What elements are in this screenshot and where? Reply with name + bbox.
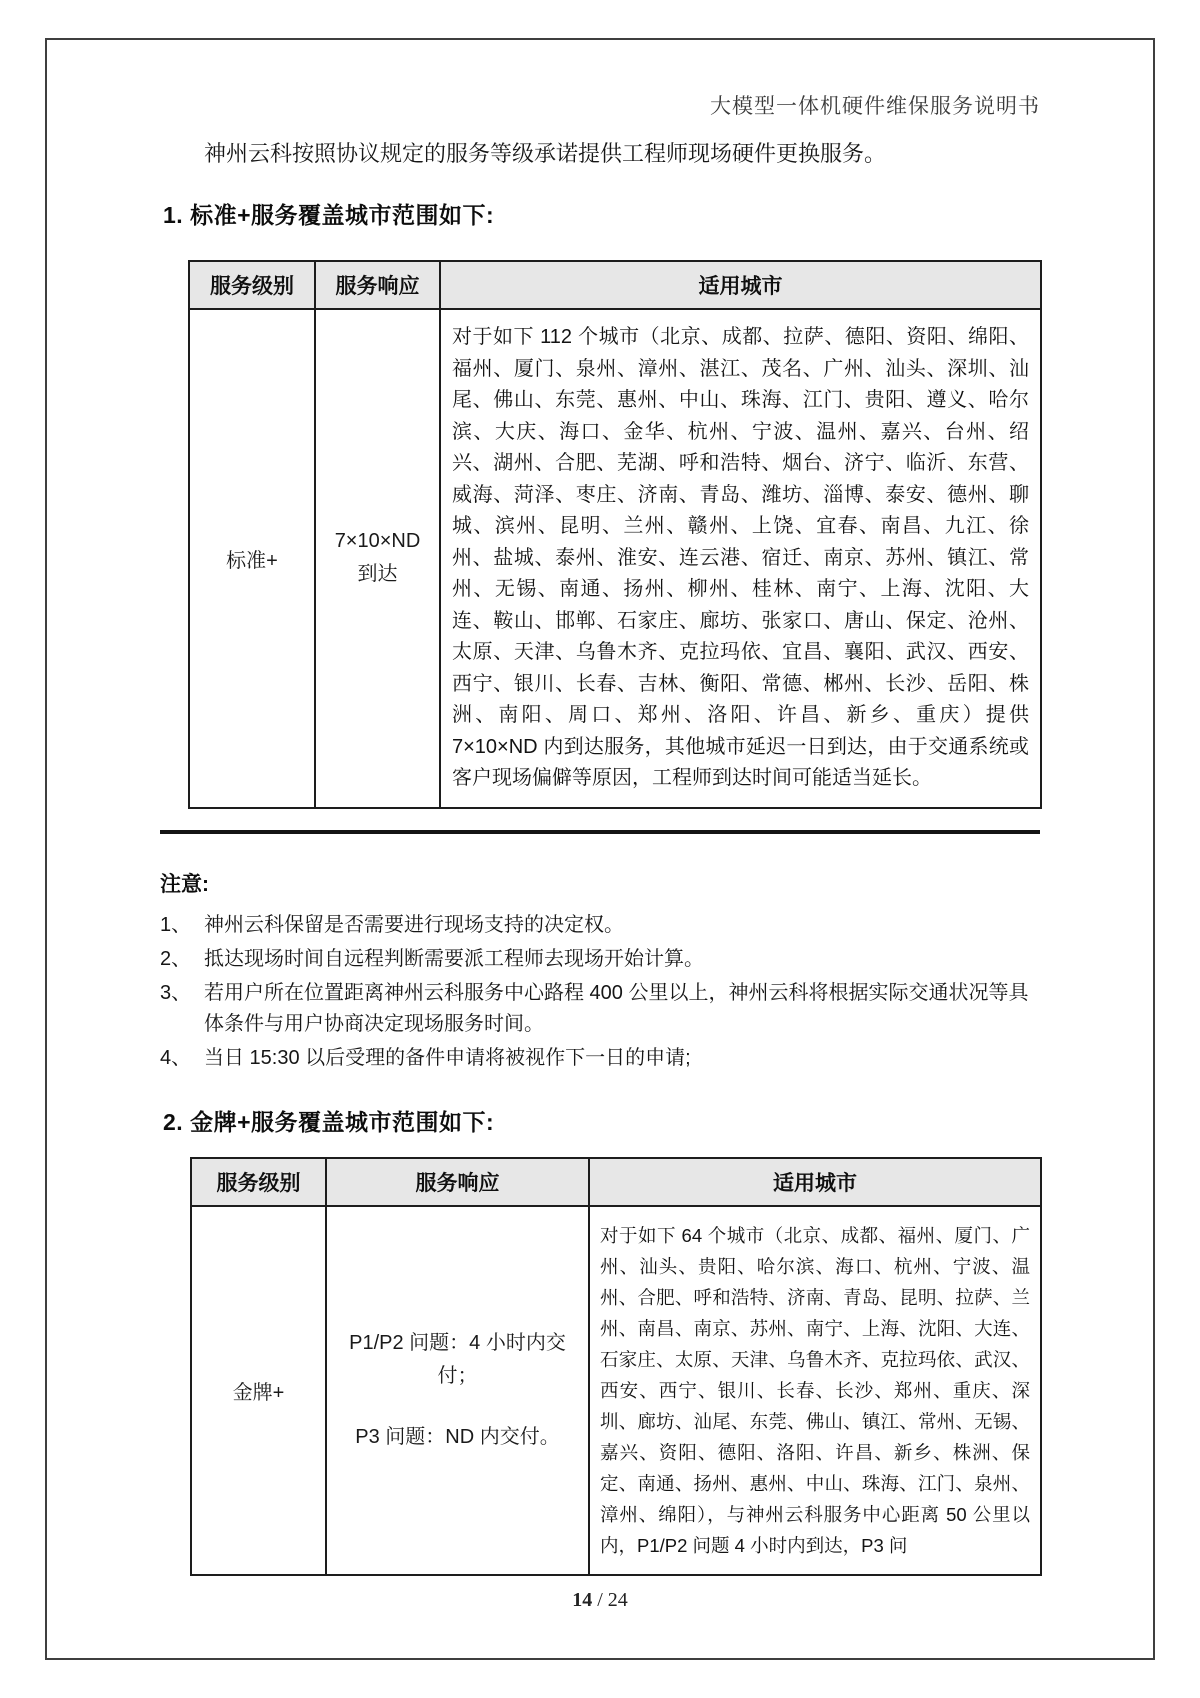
cell-service-level: 金牌+ [191, 1206, 326, 1575]
notes-label: 注意: [160, 873, 209, 896]
col-header-service-response: 服务响应 [315, 261, 440, 309]
page-number-current: 14 [572, 1589, 593, 1611]
response-line-1: 7×10×ND [334, 530, 421, 553]
page-number-total: 24 [607, 1589, 628, 1611]
note-text: 当日 15:30 以后受理的备件申请将被视作下一日的申请; [204, 1047, 691, 1069]
table-row [191, 1206, 1041, 1575]
note-text: 抵达现场时间自远程判断需要派工程师去现场开始计算。 [204, 948, 704, 970]
page-footer [0, 1589, 1200, 1612]
intro-paragraph: 神州云科按照协议规定的服务等级承诺提供工程师现场硬件更换服务。 [204, 141, 887, 166]
notes-list [160, 910, 1044, 1077]
response-paragraph-1: P1/P2 问题：4 小时内交付； [349, 1332, 566, 1387]
note-item [160, 944, 1044, 975]
gold-service-table [190, 1157, 1042, 1576]
note-number: 3、 [160, 982, 192, 1004]
cell-service-response [315, 309, 440, 808]
note-number: 2、 [160, 948, 192, 970]
cell-service-level: 标准+ [189, 309, 315, 808]
note-item [160, 910, 1044, 941]
section-1-heading: 1. 标准+服务覆盖城市范围如下: [163, 202, 495, 228]
response-paragraph-2: P3 问题：ND 内交付。 [355, 1426, 560, 1448]
page-number-separator: / [592, 1589, 608, 1611]
note-text: 若用户所在位置距离神州云科服务中心路程 400 公里以上，神州云科将根据实际交通状况等具体条件与用户协商决定现场服务时间。 [204, 982, 1029, 1035]
col-header-service-response: 服务响应 [326, 1158, 589, 1206]
table-header-row [189, 261, 1041, 309]
cell-cities: 对于如下 112 个城市（北京、成都、拉萨、德阳、资阳、绵阳、福州、厦门、泉州、漳州、湛江、茂名、广州、汕头、深圳、汕尾、佛山、东莞、惠州、中山、珠海、江门、贵阳、遵义、哈尔滨、大庆、海口、金华、杭州、宁波、温州、嘉兴、台州、绍兴、湖州、合肥、芜湖、呼和浩特、烟台、济宁、临沂、东营、威海、菏泽、枣庄、济南、青岛、潍坊、淄博、泰安、德州、聊城、滨州、昆明、兰州、赣州、上饶、宜春、南昌、九江、徐州、盐城、泰州、淮安、连云港、宿迁、南京、苏州、镇江、常州、无锡、南通、扬州、柳州、桂林、南宁、上海、沈阳、大连、鞍山、邯郸、石家庄、廊坊、张家口、唐山、保定、沧州、太原、天津、乌鲁木齐、克拉玛依、宜昌、襄阳、武汉、西安、西宁、银川、长春、吉林、衡阳、常德、郴州、长沙、岳阳、株洲、南阳、周口、郑州、洛阳、许昌、新乡、重庆）提供 7×10×ND 内到达服务，其他城市延迟一日到达，由于交通系统或客户现场偏僻等原因，工程师到达时间可能适当延长。 [440, 309, 1041, 808]
response-line-2: 到达 [357, 563, 398, 586]
notes-divider-rule [160, 830, 1040, 834]
table-header-row [191, 1158, 1041, 1206]
col-header-service-level: 服务级别 [189, 261, 315, 309]
note-number: 4、 [160, 1047, 192, 1069]
col-header-cities: 适用城市 [589, 1158, 1041, 1206]
standard-service-table [188, 260, 1042, 809]
note-item [160, 1043, 1044, 1074]
col-header-cities: 适用城市 [440, 261, 1041, 309]
doc-header-title: 大模型一体机硬件维保服务说明书 [710, 94, 1040, 118]
section-2-heading: 2. 金牌+服务覆盖城市范围如下: [163, 1109, 495, 1135]
note-number: 1、 [160, 914, 192, 936]
cell-cities: 对于如下 64 个城市（北京、成都、福州、厦门、广州、汕头、贵阳、哈尔滨、海口、杭州、宁波、温州、合肥、呼和浩特、济南、青岛、昆明、拉萨、兰州、南昌、南京、苏州、南宁、上海、沈阳、大连、石家庄、太原、天津、乌鲁木齐、克拉玛依、武汉、西安、西宁、银川、长春、长沙、郑州、重庆、深圳、廊坊、汕尾、东莞、佛山、镇江、常州、无锡、嘉兴、资阳、德阳、洛阳、许昌、新乡、株洲、保定、南通、扬州、惠州、中山、珠海、江门、泉州、漳州、绵阳），与神州云科服务中心距离 50 公里以内，P1/P2 问题 4 小时内到达，P3 问 [589, 1206, 1041, 1575]
table-row [189, 309, 1041, 808]
cell-service-response [326, 1206, 589, 1575]
col-header-service-level: 服务级别 [191, 1158, 326, 1206]
note-text: 神州云科保留是否需要进行现场支持的决定权。 [204, 914, 624, 936]
note-item [160, 978, 1044, 1040]
